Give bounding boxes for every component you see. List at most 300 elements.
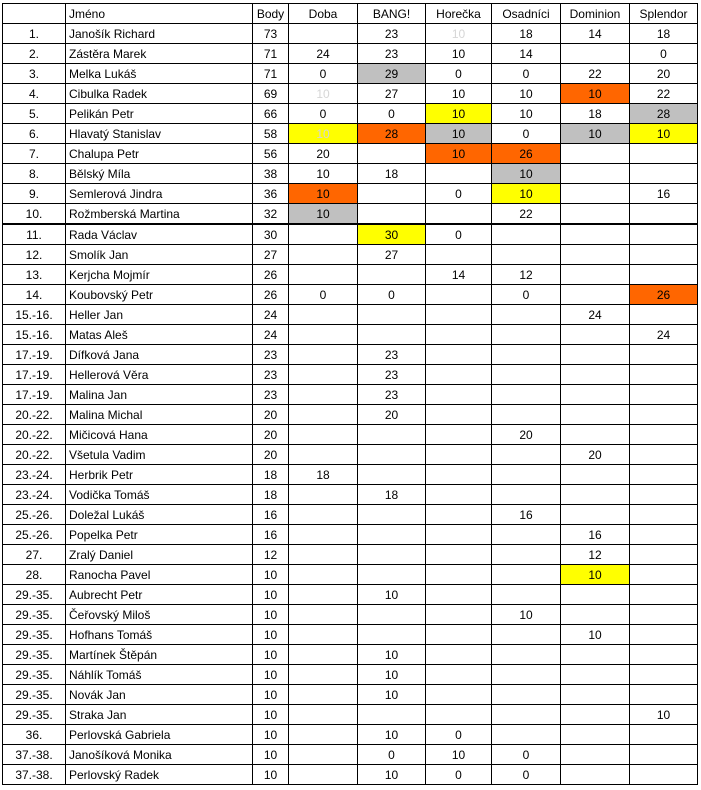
table-row bbox=[3, 24, 698, 44]
horecka-score-cell bbox=[426, 485, 492, 505]
dominion-score-cell bbox=[561, 44, 630, 64]
horecka-score-cell: 10 bbox=[426, 84, 492, 104]
doba-score-cell: 10 bbox=[289, 84, 358, 104]
player-name-cell: Doležal Lukáš bbox=[66, 505, 253, 525]
dominion-score-cell bbox=[561, 485, 630, 505]
doba-score-cell: 24 bbox=[289, 44, 358, 64]
rank-cell: 28. bbox=[3, 565, 66, 585]
player-name-cell: Hofhans Tomáš bbox=[66, 625, 253, 645]
table-row bbox=[3, 124, 698, 144]
table-row bbox=[3, 184, 698, 204]
osadnici-score-cell bbox=[492, 645, 561, 665]
doba-score-cell bbox=[289, 405, 358, 425]
doba-score-cell: 20 bbox=[289, 144, 358, 164]
table-row bbox=[3, 525, 698, 545]
points-total-cell: 10 bbox=[253, 745, 289, 765]
bang-score-cell: 18 bbox=[358, 164, 426, 184]
player-name-cell: Smolík Jan bbox=[66, 245, 253, 265]
dominion-score-cell bbox=[561, 745, 630, 765]
dominion-score-cell bbox=[561, 224, 630, 245]
rank-cell: 6. bbox=[3, 124, 66, 144]
osadnici-score-cell bbox=[492, 405, 561, 425]
table-row bbox=[3, 545, 698, 565]
rank-cell: 11. bbox=[3, 224, 66, 245]
table-row bbox=[3, 345, 698, 365]
table-row bbox=[3, 204, 698, 225]
osadnici-score-cell bbox=[492, 685, 561, 705]
points-total-cell: 38 bbox=[253, 164, 289, 184]
table-row bbox=[3, 605, 698, 625]
dominion-score-cell bbox=[561, 245, 630, 265]
splendor-score-cell bbox=[630, 645, 698, 665]
splendor-score-cell bbox=[630, 725, 698, 745]
osadnici-score-cell bbox=[492, 565, 561, 585]
splendor-score-cell bbox=[630, 265, 698, 285]
player-name-cell: Martínek Štěpán bbox=[66, 645, 253, 665]
table-row bbox=[3, 625, 698, 645]
horecka-score-cell bbox=[426, 605, 492, 625]
header-name: Jméno bbox=[66, 4, 253, 24]
points-total-cell: 71 bbox=[253, 44, 289, 64]
bang-score-cell bbox=[358, 545, 426, 565]
header-rank bbox=[3, 4, 66, 24]
table-row bbox=[3, 565, 698, 585]
table-row bbox=[3, 164, 698, 184]
dominion-score-cell: 24 bbox=[561, 305, 630, 325]
table-row bbox=[3, 585, 698, 605]
player-name-cell: Zralý Daniel bbox=[66, 545, 253, 565]
doba-score-cell bbox=[289, 585, 358, 605]
horecka-score-cell bbox=[426, 164, 492, 184]
doba-score-cell: 0 bbox=[289, 285, 358, 305]
table-row bbox=[3, 445, 698, 465]
doba-score-cell: 18 bbox=[289, 465, 358, 485]
osadnici-score-cell: 10 bbox=[492, 605, 561, 625]
player-name-cell: Aubrecht Petr bbox=[66, 585, 253, 605]
player-name-cell: Herbrik Petr bbox=[66, 465, 253, 485]
bang-score-cell bbox=[358, 625, 426, 645]
rank-cell: 8. bbox=[3, 164, 66, 184]
points-total-cell: 10 bbox=[253, 605, 289, 625]
horecka-score-cell: 0 bbox=[426, 224, 492, 245]
rank-cell: 25.-26. bbox=[3, 505, 66, 525]
points-total-cell: 26 bbox=[253, 265, 289, 285]
horecka-score-cell bbox=[426, 245, 492, 265]
splendor-score-cell bbox=[630, 465, 698, 485]
bang-score-cell: 29 bbox=[358, 64, 426, 84]
doba-score-cell: 0 bbox=[289, 104, 358, 124]
dominion-score-cell bbox=[561, 345, 630, 365]
dominion-score-cell bbox=[561, 204, 630, 225]
results-table bbox=[2, 3, 698, 785]
bang-score-cell bbox=[358, 445, 426, 465]
bang-score-cell bbox=[358, 425, 426, 445]
doba-score-cell bbox=[289, 425, 358, 445]
rank-cell: 29.-35. bbox=[3, 645, 66, 665]
points-total-cell: 66 bbox=[253, 104, 289, 124]
osadnici-score-cell: 12 bbox=[492, 265, 561, 285]
player-name-cell: Zástěra Marek bbox=[66, 44, 253, 64]
splendor-score-cell bbox=[630, 625, 698, 645]
osadnici-score-cell: 0 bbox=[492, 765, 561, 785]
doba-score-cell bbox=[289, 645, 358, 665]
horecka-score-cell bbox=[426, 345, 492, 365]
player-name-cell: Novák Jan bbox=[66, 685, 253, 705]
header-doba: Doba bbox=[289, 4, 358, 24]
doba-score-cell: 0 bbox=[289, 64, 358, 84]
horecka-score-cell: 14 bbox=[426, 265, 492, 285]
points-total-cell: 10 bbox=[253, 665, 289, 685]
bang-score-cell bbox=[358, 465, 426, 485]
horecka-score-cell bbox=[426, 204, 492, 225]
doba-score-cell bbox=[289, 224, 358, 245]
doba-score-cell bbox=[289, 705, 358, 725]
splendor-score-cell bbox=[630, 204, 698, 225]
doba-score-cell bbox=[289, 525, 358, 545]
points-total-cell: 73 bbox=[253, 24, 289, 44]
dominion-score-cell: 12 bbox=[561, 545, 630, 565]
osadnici-score-cell bbox=[492, 705, 561, 725]
player-name-cell: Náhlík Tomáš bbox=[66, 665, 253, 685]
player-name-cell: Janošík Richard bbox=[66, 24, 253, 44]
osadnici-score-cell bbox=[492, 224, 561, 245]
splendor-score-cell bbox=[630, 345, 698, 365]
points-total-cell: 26 bbox=[253, 285, 289, 305]
rank-cell: 29.-35. bbox=[3, 665, 66, 685]
player-name-cell: Melka Lukáš bbox=[66, 64, 253, 84]
player-name-cell: Všetula Vadim bbox=[66, 445, 253, 465]
horecka-score-cell: 10 bbox=[426, 144, 492, 164]
doba-score-cell bbox=[289, 545, 358, 565]
bang-score-cell bbox=[358, 184, 426, 204]
splendor-score-cell bbox=[630, 545, 698, 565]
rank-cell: 9. bbox=[3, 184, 66, 204]
splendor-score-cell bbox=[630, 305, 698, 325]
bang-score-cell: 10 bbox=[358, 585, 426, 605]
rank-cell: 37.-38. bbox=[3, 745, 66, 765]
splendor-score-cell bbox=[630, 505, 698, 525]
horecka-score-cell: 10 bbox=[426, 104, 492, 124]
table-row bbox=[3, 465, 698, 485]
player-name-cell: Heller Jan bbox=[66, 305, 253, 325]
bang-score-cell: 23 bbox=[358, 44, 426, 64]
rank-cell: 29.-35. bbox=[3, 705, 66, 725]
doba-score-cell bbox=[289, 245, 358, 265]
horecka-score-cell: 0 bbox=[426, 184, 492, 204]
rank-cell: 36. bbox=[3, 725, 66, 745]
bang-score-cell: 23 bbox=[358, 365, 426, 385]
horecka-score-cell: 0 bbox=[426, 64, 492, 84]
doba-score-cell bbox=[289, 685, 358, 705]
osadnici-score-cell: 10 bbox=[492, 164, 561, 184]
horecka-score-cell bbox=[426, 625, 492, 645]
rank-cell: 10. bbox=[3, 204, 66, 225]
horecka-score-cell bbox=[426, 425, 492, 445]
splendor-score-cell bbox=[630, 164, 698, 184]
player-name-cell: Popelka Petr bbox=[66, 525, 253, 545]
player-name-cell: Mičicová Hana bbox=[66, 425, 253, 445]
osadnici-score-cell: 0 bbox=[492, 285, 561, 305]
rank-cell: 23.-24. bbox=[3, 465, 66, 485]
dominion-score-cell bbox=[561, 405, 630, 425]
osadnici-score-cell bbox=[492, 585, 561, 605]
splendor-score-cell bbox=[630, 385, 698, 405]
osadnici-score-cell bbox=[492, 725, 561, 745]
header-splendor: Splendor bbox=[630, 4, 698, 24]
points-total-cell: 36 bbox=[253, 184, 289, 204]
osadnici-score-cell bbox=[492, 385, 561, 405]
table-row bbox=[3, 104, 698, 124]
bang-score-cell: 23 bbox=[358, 345, 426, 365]
table-row bbox=[3, 64, 698, 84]
table-row bbox=[3, 505, 698, 525]
osadnici-score-cell: 0 bbox=[492, 745, 561, 765]
points-total-cell: 30 bbox=[253, 224, 289, 245]
dominion-score-cell: 22 bbox=[561, 64, 630, 84]
horecka-score-cell bbox=[426, 325, 492, 345]
osadnici-score-cell bbox=[492, 465, 561, 485]
osadnici-score-cell: 26 bbox=[492, 144, 561, 164]
horecka-score-cell bbox=[426, 505, 492, 525]
bang-score-cell bbox=[358, 265, 426, 285]
doba-score-cell bbox=[289, 505, 358, 525]
splendor-score-cell: 20 bbox=[630, 64, 698, 84]
rank-cell: 13. bbox=[3, 265, 66, 285]
points-total-cell: 10 bbox=[253, 765, 289, 785]
bang-score-cell: 10 bbox=[358, 725, 426, 745]
table-row bbox=[3, 425, 698, 445]
osadnici-score-cell bbox=[492, 445, 561, 465]
rank-cell: 29.-35. bbox=[3, 625, 66, 645]
table-row bbox=[3, 765, 698, 785]
player-name-cell: Semlerová Jindra bbox=[66, 184, 253, 204]
splendor-score-cell: 26 bbox=[630, 285, 698, 305]
splendor-score-cell bbox=[630, 745, 698, 765]
player-name-cell: Hellerová Věra bbox=[66, 365, 253, 385]
rank-cell: 17.-19. bbox=[3, 365, 66, 385]
points-total-cell: 20 bbox=[253, 445, 289, 465]
rank-cell: 5. bbox=[3, 104, 66, 124]
dominion-score-cell bbox=[561, 505, 630, 525]
bang-score-cell bbox=[358, 505, 426, 525]
points-total-cell: 58 bbox=[253, 124, 289, 144]
splendor-score-cell bbox=[630, 585, 698, 605]
osadnici-score-cell bbox=[492, 545, 561, 565]
table-row bbox=[3, 224, 698, 245]
horecka-score-cell: 10 bbox=[426, 124, 492, 144]
bang-score-cell bbox=[358, 325, 426, 345]
doba-score-cell bbox=[289, 24, 358, 44]
doba-score-cell bbox=[289, 265, 358, 285]
osadnici-score-cell: 10 bbox=[492, 104, 561, 124]
table-row bbox=[3, 265, 698, 285]
points-total-cell: 16 bbox=[253, 525, 289, 545]
doba-score-cell bbox=[289, 365, 358, 385]
horecka-score-cell bbox=[426, 545, 492, 565]
points-total-cell: 10 bbox=[253, 645, 289, 665]
dominion-score-cell bbox=[561, 144, 630, 164]
dominion-score-cell bbox=[561, 645, 630, 665]
rank-cell: 29.-35. bbox=[3, 685, 66, 705]
doba-score-cell: 10 bbox=[289, 184, 358, 204]
bang-score-cell bbox=[358, 605, 426, 625]
player-name-cell: Kerjcha Mojmír bbox=[66, 265, 253, 285]
points-total-cell: 10 bbox=[253, 625, 289, 645]
splendor-score-cell bbox=[630, 525, 698, 545]
doba-score-cell: 10 bbox=[289, 164, 358, 184]
points-total-cell: 18 bbox=[253, 465, 289, 485]
player-name-cell: Vodička Tomáš bbox=[66, 485, 253, 505]
horecka-score-cell: 0 bbox=[426, 725, 492, 745]
dominion-score-cell: 18 bbox=[561, 104, 630, 124]
dominion-score-cell bbox=[561, 164, 630, 184]
dominion-score-cell bbox=[561, 425, 630, 445]
rank-cell: 14. bbox=[3, 285, 66, 305]
dominion-score-cell: 10 bbox=[561, 565, 630, 585]
horecka-score-cell bbox=[426, 705, 492, 725]
splendor-score-cell: 18 bbox=[630, 24, 698, 44]
horecka-score-cell bbox=[426, 665, 492, 685]
dominion-score-cell: 16 bbox=[561, 525, 630, 545]
points-total-cell: 10 bbox=[253, 565, 289, 585]
bang-score-cell bbox=[358, 525, 426, 545]
bang-score-cell: 0 bbox=[358, 745, 426, 765]
rank-cell: 29.-35. bbox=[3, 585, 66, 605]
doba-score-cell bbox=[289, 765, 358, 785]
header-bang: BANG! bbox=[358, 4, 426, 24]
table-row bbox=[3, 725, 698, 745]
rank-cell: 37.-38. bbox=[3, 765, 66, 785]
osadnici-score-cell bbox=[492, 365, 561, 385]
splendor-score-cell bbox=[630, 144, 698, 164]
splendor-score-cell bbox=[630, 365, 698, 385]
points-total-cell: 69 bbox=[253, 84, 289, 104]
rank-cell: 7. bbox=[3, 144, 66, 164]
points-total-cell: 18 bbox=[253, 485, 289, 505]
splendor-score-cell: 16 bbox=[630, 184, 698, 204]
horecka-score-cell: 10 bbox=[426, 745, 492, 765]
dominion-score-cell bbox=[561, 285, 630, 305]
bang-score-cell: 10 bbox=[358, 765, 426, 785]
player-name-cell: Pelikán Petr bbox=[66, 104, 253, 124]
bang-score-cell: 27 bbox=[358, 245, 426, 265]
bang-score-cell: 23 bbox=[358, 385, 426, 405]
points-total-cell: 10 bbox=[253, 705, 289, 725]
horecka-score-cell bbox=[426, 685, 492, 705]
bang-score-cell: 0 bbox=[358, 285, 426, 305]
doba-score-cell bbox=[289, 565, 358, 585]
table-row bbox=[3, 144, 698, 164]
splendor-score-cell bbox=[630, 224, 698, 245]
osadnici-score-cell: 14 bbox=[492, 44, 561, 64]
bang-score-cell bbox=[358, 144, 426, 164]
table-row bbox=[3, 285, 698, 305]
osadnici-score-cell bbox=[492, 245, 561, 265]
doba-score-cell bbox=[289, 345, 358, 365]
points-total-cell: 10 bbox=[253, 585, 289, 605]
horecka-score-cell: 10 bbox=[426, 24, 492, 44]
rank-cell: 15.-16. bbox=[3, 325, 66, 345]
player-name-cell: Čeřovský Miloš bbox=[66, 605, 253, 625]
splendor-score-cell: 10 bbox=[630, 124, 698, 144]
player-name-cell: Dífková Jana bbox=[66, 345, 253, 365]
player-name-cell: Hlavatý Stanislav bbox=[66, 124, 253, 144]
horecka-score-cell: 10 bbox=[426, 44, 492, 64]
points-total-cell: 23 bbox=[253, 365, 289, 385]
splendor-score-cell bbox=[630, 565, 698, 585]
dominion-score-cell: 20 bbox=[561, 445, 630, 465]
dominion-score-cell bbox=[561, 665, 630, 685]
player-name-cell: Rožmberská Martina bbox=[66, 204, 253, 225]
splendor-score-cell bbox=[630, 425, 698, 445]
doba-score-cell bbox=[289, 665, 358, 685]
osadnici-score-cell: 18 bbox=[492, 24, 561, 44]
splendor-score-cell: 24 bbox=[630, 325, 698, 345]
bang-score-cell: 30 bbox=[358, 224, 426, 245]
bang-score-cell: 20 bbox=[358, 405, 426, 425]
bang-score-cell bbox=[358, 305, 426, 325]
bang-score-cell bbox=[358, 204, 426, 225]
dominion-score-cell bbox=[561, 685, 630, 705]
doba-score-cell bbox=[289, 445, 358, 465]
doba-score-cell bbox=[289, 385, 358, 405]
player-name-cell: Perlovská Gabriela bbox=[66, 725, 253, 745]
table-row bbox=[3, 645, 698, 665]
dominion-score-cell bbox=[561, 765, 630, 785]
osadnici-score-cell bbox=[492, 325, 561, 345]
table-row bbox=[3, 44, 698, 64]
horecka-score-cell bbox=[426, 445, 492, 465]
points-total-cell: 24 bbox=[253, 325, 289, 345]
points-total-cell: 23 bbox=[253, 345, 289, 365]
doba-score-cell bbox=[289, 325, 358, 345]
horecka-score-cell bbox=[426, 305, 492, 325]
results-table-body bbox=[3, 4, 698, 785]
osadnici-score-cell bbox=[492, 625, 561, 645]
doba-score-cell bbox=[289, 305, 358, 325]
points-total-cell: 20 bbox=[253, 425, 289, 445]
player-name-cell: Perlovský Radek bbox=[66, 765, 253, 785]
rank-cell: 17.-19. bbox=[3, 345, 66, 365]
bang-score-cell: 27 bbox=[358, 84, 426, 104]
rank-cell: 29.-35. bbox=[3, 605, 66, 625]
player-name-cell: Ranocha Pavel bbox=[66, 565, 253, 585]
player-name-cell: Janošíková Monika bbox=[66, 745, 253, 765]
dominion-score-cell bbox=[561, 585, 630, 605]
rank-cell: 2. bbox=[3, 44, 66, 64]
dominion-score-cell: 10 bbox=[561, 84, 630, 104]
doba-score-cell bbox=[289, 485, 358, 505]
points-total-cell: 20 bbox=[253, 405, 289, 425]
splendor-score-cell bbox=[630, 765, 698, 785]
horecka-score-cell bbox=[426, 285, 492, 305]
splendor-score-cell bbox=[630, 665, 698, 685]
bang-score-cell bbox=[358, 705, 426, 725]
points-total-cell: 10 bbox=[253, 725, 289, 745]
table-row bbox=[3, 705, 698, 725]
table-row bbox=[3, 485, 698, 505]
points-total-cell: 10 bbox=[253, 685, 289, 705]
rank-cell: 3. bbox=[3, 64, 66, 84]
horecka-score-cell: 0 bbox=[426, 765, 492, 785]
table-row bbox=[3, 365, 698, 385]
doba-score-cell bbox=[289, 725, 358, 745]
splendor-score-cell bbox=[630, 405, 698, 425]
bang-score-cell: 10 bbox=[358, 665, 426, 685]
horecka-score-cell bbox=[426, 645, 492, 665]
osadnici-score-cell: 0 bbox=[492, 124, 561, 144]
osadnici-score-cell: 22 bbox=[492, 204, 561, 225]
